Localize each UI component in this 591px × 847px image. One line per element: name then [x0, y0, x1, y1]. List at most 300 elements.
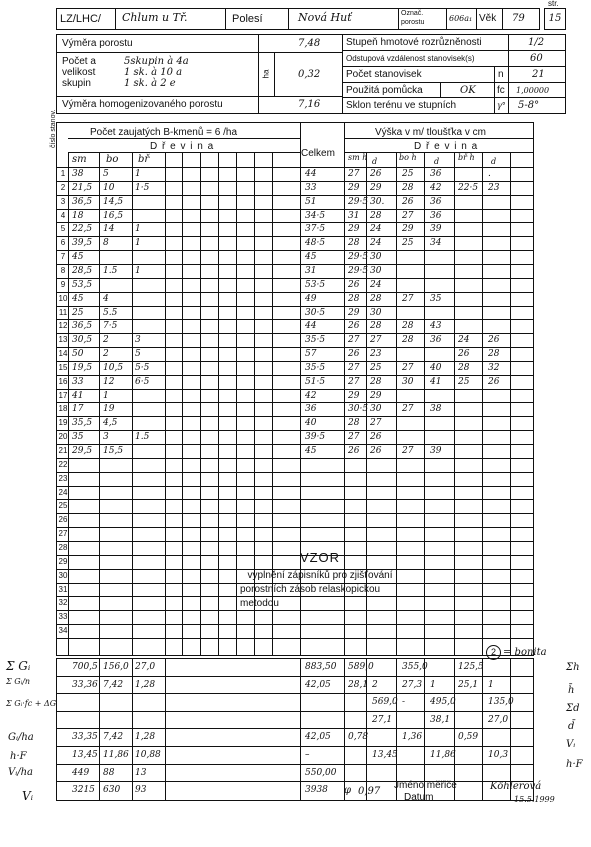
cell-sm: 35,5 — [72, 418, 93, 429]
cell-bo: 7·5 — [103, 321, 118, 332]
grid-row-line — [56, 541, 534, 542]
sum-label-1: Σ Gᵢ — [6, 659, 31, 673]
sum-celkem: 42,05 — [305, 732, 331, 743]
grid-row-line — [56, 319, 534, 320]
cell-sm: 19,5 — [72, 362, 93, 373]
sum-d-br: 27,0 — [488, 714, 509, 725]
cell-h-sm: 28 — [348, 293, 360, 304]
jmeno-value: Köhlerová — [490, 781, 542, 792]
cell-celkem: 30·5 — [305, 307, 326, 318]
sum-d-sm: 13,45 — [372, 749, 398, 760]
sum-h-br: 0,59 — [458, 732, 479, 743]
row-number: 27 — [58, 529, 68, 539]
right-label-4: d̄ — [568, 721, 575, 732]
cell-d-sm: 23 — [370, 349, 382, 359]
cell-bo: 8 — [103, 238, 109, 249]
cell-celkem: 39·5 — [305, 432, 326, 443]
row-number: 4 — [60, 210, 66, 220]
sum-d-br: 135,0 — [488, 697, 514, 708]
cell-sm: 45 — [72, 252, 84, 263]
vymera-value: 7,48 — [298, 38, 321, 49]
sum-sm: 3215 — [72, 785, 95, 796]
sum-h-sm: 28,1 — [348, 679, 369, 690]
cell-br: 1 — [135, 238, 141, 249]
cell-bo: 4 — [103, 293, 109, 304]
pomucka-num: 1,00000 — [516, 86, 550, 95]
cell-h-sm: 28 — [348, 238, 360, 249]
hd-sm-d: d — [372, 157, 378, 166]
sum-bo: 7,42 — [103, 679, 124, 690]
skupina-1: 5skupin à 4a — [124, 56, 189, 67]
cell-h-br: 25 — [458, 376, 470, 387]
cell-d-sm: 26 — [370, 432, 382, 443]
cell-celkem: 44 — [305, 169, 317, 179]
cell-sm: 41 — [72, 390, 84, 401]
lz-label: LZ/LHC/ — [60, 13, 101, 25]
row-number: 8 — [60, 265, 66, 275]
cell-d-bo: 36 — [430, 335, 442, 346]
cell-d-bo: 36 — [430, 196, 442, 207]
drevina-head-2: D ř e v i n a — [414, 141, 479, 152]
cell-celkem: 31 — [305, 265, 317, 276]
row-number: 18 — [58, 404, 68, 414]
cell-d-bo: 36 — [430, 169, 442, 179]
cell-d-sm: 30 — [370, 307, 382, 318]
cell-sm: 53,5 — [72, 279, 93, 290]
summary-row-line — [56, 728, 534, 729]
cell-h-bo: 27 — [402, 362, 414, 373]
jmeno-label: Jméno měřiče — [394, 780, 457, 791]
cell-br: 1 — [135, 265, 141, 276]
cell-sm: 45 — [72, 293, 84, 304]
summary-row-line — [56, 693, 534, 694]
cell-d-bo: 39 — [430, 446, 442, 456]
row-number: 3 — [60, 196, 66, 206]
cell-h-br: 26 — [458, 349, 470, 359]
cell-sm: 38 — [72, 169, 84, 179]
vzor-line-2: porostních zásob relaskopickou — [240, 584, 381, 595]
cell-sm: 36,5 — [72, 196, 93, 207]
cell-h-bo: 25 — [402, 238, 414, 249]
str-label: str. — [548, 0, 559, 8]
row-number: 32 — [58, 598, 68, 608]
grid-row-line — [56, 222, 534, 223]
grid-row-line — [56, 181, 534, 182]
grid-row-line — [56, 167, 534, 168]
cell-celkem: 51 — [305, 196, 317, 207]
sum-h-bo: - — [402, 697, 406, 708]
pocet-stan-label: Počet stanovisek — [346, 69, 422, 80]
sum-bo: 7,42 — [103, 732, 124, 743]
row-number: 16 — [58, 376, 68, 386]
ha-label: ha — [261, 69, 271, 79]
sum-label-7: Vᵢ — [22, 789, 34, 803]
cell-d-sm: 28 — [370, 293, 382, 304]
cell-d-bo: 36 — [430, 210, 442, 221]
grid-row-line — [56, 596, 534, 597]
cell-celkem: 48·5 — [305, 238, 326, 249]
cell-h-sm: 28 — [348, 418, 360, 429]
cell-h-sm: 31 — [348, 210, 360, 221]
grid-row-line — [56, 458, 534, 459]
grid-row-line — [68, 152, 300, 153]
cell-h-bo: 29 — [402, 224, 414, 235]
cell-d-bo: 38 — [430, 404, 442, 415]
cell-celkem: 49 — [305, 293, 317, 304]
datum-value: 15.5.1999 — [514, 795, 555, 804]
stupen-label: Stupeň hmotové rozrůzněnosti — [346, 37, 482, 48]
sum-celkem: 42,05 — [305, 679, 331, 690]
cell-bo: 16,5 — [103, 210, 124, 221]
pocet-label-1: Počet a — [62, 56, 96, 67]
pomucka-label: Použitá pomůcka — [346, 85, 423, 96]
hd-bo-h: bo h — [399, 153, 417, 162]
cell-h-bo: 28 — [402, 182, 414, 193]
cell-br: 1 — [135, 224, 141, 235]
cell-h-sm: 29 — [348, 224, 360, 235]
cell-d-bo: 40 — [430, 362, 442, 373]
sum-sm: 449 — [72, 767, 90, 778]
cell-d-sm: 30 — [370, 252, 382, 263]
cell-br: 5 — [135, 349, 141, 359]
sum-d-sm: 2 — [372, 679, 378, 690]
cell-h-br: 28 — [458, 362, 470, 373]
sum-br: 13 — [135, 767, 147, 778]
grid-row-line — [344, 138, 534, 139]
grid-row-line — [56, 236, 534, 237]
cell-bo: 19 — [103, 404, 115, 415]
row-number: 34 — [58, 626, 68, 635]
grid-col-line — [454, 152, 455, 656]
vzor-line-3: metodou — [240, 598, 279, 609]
cell-d-bo: 39 — [430, 224, 442, 235]
row-number: 26 — [58, 515, 68, 525]
grid-row-line — [68, 138, 300, 139]
row-number: 11 — [58, 307, 68, 317]
row-number: 17 — [58, 390, 68, 400]
cell-d-sm: 30. — [370, 196, 385, 207]
cell-celkem: 45 — [305, 252, 317, 263]
cell-celkem: 35·5 — [305, 362, 326, 373]
grid-row-line — [56, 389, 534, 390]
pocet-head: Počet zaujatých B-kmenů = 6 /ha — [90, 127, 238, 138]
vzor-line-1: vyplnění zápisníků pro zjišťování — [247, 570, 393, 581]
celkem-head: Celkem — [301, 148, 335, 159]
cell-h-bo: 27 — [402, 293, 414, 304]
cell-h-sm: 26 — [348, 279, 360, 290]
summary-row-line — [56, 711, 534, 712]
sum-h-bo: 355,0 — [402, 661, 428, 672]
oznac-label-1: Označ. — [401, 10, 424, 17]
cell-sm: 25 — [72, 307, 84, 318]
cell-h-sm: 27 — [348, 169, 360, 179]
hd-br-d: d — [491, 157, 497, 166]
grid-row-line — [56, 610, 534, 611]
cell-d-sm: 27 — [370, 418, 382, 429]
sum-h-bo: 1,36 — [402, 732, 423, 743]
cell-d-br: 26 — [488, 376, 500, 387]
cell-celkem: 35·5 — [305, 335, 326, 346]
cislo-stan: číslo stanov. — [50, 109, 57, 148]
grid-row-line — [56, 264, 534, 265]
grid-row-line — [56, 347, 534, 348]
summary-row-line — [56, 746, 534, 747]
polesi-label: Polesí — [232, 13, 263, 25]
cell-sm: 35 — [72, 432, 84, 443]
cell-br: 1.5 — [135, 432, 150, 443]
cell-br: 6·5 — [135, 376, 150, 387]
vymera-label: Výměra porostu — [62, 38, 133, 49]
grid-col-line — [236, 152, 237, 656]
grid-col-line — [200, 152, 201, 656]
grid-col-line — [482, 152, 483, 656]
grid-row-line — [56, 624, 534, 625]
cell-sm: 36,5 — [72, 321, 93, 332]
cell-celkem: 40 — [305, 418, 317, 429]
pomucka-value: OK — [460, 85, 476, 96]
skupina-2: 1 sk. à 10 a — [124, 67, 183, 78]
sum-label-2: Σ Gᵢ/n — [6, 677, 31, 686]
pocet-label-3: skupin — [62, 78, 91, 89]
cell-h-br: 22·5 — [458, 182, 479, 193]
sum-sm: 33,36 — [72, 679, 98, 690]
cell-h-sm: 27 — [348, 335, 360, 346]
cell-d-sm: 29 — [370, 182, 382, 193]
row-number: 14 — [58, 349, 68, 358]
sum-label-4: Gᵢ/ha — [8, 732, 34, 743]
grid-col-line — [68, 152, 69, 656]
grid-row-line — [56, 430, 534, 431]
row-number: 19 — [58, 418, 68, 428]
row-number: 12 — [58, 321, 68, 331]
cell-h-sm: 29 — [348, 182, 360, 193]
pocet-label-2: velikost — [62, 67, 96, 78]
stupen-value: 1/2 — [528, 37, 545, 48]
phi-sym: φ — [344, 785, 352, 796]
cell-celkem: 34·5 — [305, 210, 326, 221]
sum-h-sm: 0,78 — [348, 732, 369, 743]
cell-d-br: 26 — [488, 335, 500, 346]
row-number: 22 — [58, 459, 68, 469]
row-number: 29 — [58, 556, 68, 566]
row-number: 6 — [60, 238, 66, 248]
right-label-3: Σd — [566, 703, 580, 714]
cell-sm: 18 — [72, 210, 84, 221]
sum-br: 1,28 — [135, 732, 156, 743]
cell-br: 3 — [135, 335, 141, 346]
row-number: 7 — [60, 252, 66, 262]
cell-d-bo: 34 — [430, 238, 442, 249]
grid-col-line — [424, 152, 425, 656]
cell-h-bo: 27 — [402, 210, 414, 221]
sum-sm: 700,5 — [72, 661, 98, 672]
grid-col-line — [254, 152, 255, 656]
cell-br: 1·5 — [135, 182, 150, 193]
grid-row-line — [56, 527, 534, 528]
grid-col-line — [99, 152, 100, 656]
cell-celkem: 33 — [305, 182, 317, 193]
cell-br: 1 — [135, 169, 141, 179]
grid-col-line — [510, 152, 511, 656]
cell-bo: 15,5 — [103, 446, 124, 456]
sum-sm: 13,45 — [72, 749, 98, 760]
grid-row-line — [56, 402, 534, 403]
cell-h-bo: 27 — [402, 446, 414, 456]
cell-d-sm: 26 — [370, 446, 382, 456]
cell-d-sm: 28 — [370, 210, 382, 221]
sklon-label: Sklon terénu ve stupních — [346, 100, 457, 111]
cell-h-bo: 27 — [402, 404, 414, 415]
cell-celkem: 57 — [305, 349, 317, 359]
pomucka-sym: fc — [497, 85, 505, 96]
cell-sm: 28,5 — [72, 265, 93, 276]
cell-bo: 5 — [103, 169, 109, 179]
cell-d-br: . — [488, 169, 491, 179]
cell-h-sm: 29 — [348, 307, 360, 318]
cell-sm: 29,5 — [72, 446, 93, 456]
homogen-label: Výměra homogenizovaného porostu — [62, 99, 223, 110]
cell-sm: 39,5 — [72, 238, 93, 249]
vek-label: Věk — [479, 13, 497, 24]
cell-h-sm: 29·5 — [348, 265, 369, 276]
cell-celkem: 45 — [305, 446, 317, 456]
cell-d-sm: 30 — [370, 404, 382, 415]
grid-row-line — [56, 361, 534, 362]
sum-celkem: 883,50 — [305, 661, 337, 672]
oznac-label-2: porostu — [401, 19, 425, 26]
sum-label-5: h·F — [10, 751, 27, 762]
cell-h-sm: 26 — [348, 446, 360, 456]
right-label-1: Σh — [566, 662, 580, 673]
drevina-head: D ř e v i n a — [150, 141, 215, 152]
cell-d-sm: 24 — [370, 279, 382, 290]
cell-d-sm: 27 — [370, 335, 382, 346]
sum-d-bo: 11,86 — [430, 749, 456, 760]
cell-h-bo: 26 — [402, 196, 414, 207]
sum-sm: 33,35 — [72, 732, 98, 743]
sum-label-3: Σ Gᵢ·fc + ΔG — [6, 699, 57, 708]
cell-d-sm: 28 — [370, 376, 382, 387]
cell-h-sm: 26 — [348, 321, 360, 332]
cell-h-bo: 25 — [402, 169, 414, 179]
cell-sm: 17 — [72, 404, 84, 415]
row-number: 21 — [58, 446, 68, 455]
cell-h-sm: 26 — [348, 349, 360, 359]
odstup-value: 60 — [530, 53, 543, 64]
sum-d-br: 1 — [488, 679, 494, 690]
cell-bo: 2 — [103, 349, 109, 359]
row-number: 9 — [60, 279, 66, 289]
cell-bo: 3 — [103, 432, 109, 443]
grid-row-line — [56, 499, 534, 500]
sum-celkem: 550,00 — [305, 767, 337, 778]
grid-row-line — [344, 152, 534, 153]
right-label-6: h·F — [566, 759, 583, 770]
grid-row-line — [56, 333, 534, 334]
grid-row-line — [56, 638, 534, 639]
row-number: 23 — [58, 473, 68, 483]
sum-br: 27,0 — [135, 661, 156, 672]
cell-d-sm: 30 — [370, 265, 382, 276]
grid-row-line — [56, 195, 534, 196]
grid-row-line — [56, 209, 534, 210]
summary-row-line — [56, 764, 534, 765]
grid-row-line — [56, 472, 534, 473]
cell-celkem: 37·5 — [305, 224, 326, 235]
cell-h-sm: 29·5 — [348, 252, 369, 263]
grid-row-line — [56, 416, 534, 417]
polesi-value: Nová Huť — [298, 11, 352, 24]
sum-d-bo: 1 — [430, 679, 436, 690]
cell-d-br: 28 — [488, 349, 500, 359]
cell-d-bo: 41 — [430, 376, 442, 387]
row-number: 28 — [58, 543, 68, 552]
sum-celkem: – — [305, 749, 310, 760]
cell-d-bo: 35 — [430, 293, 442, 304]
grid-row-line — [56, 375, 534, 376]
sum-h-br: 125,5 — [458, 661, 484, 672]
lz-value: Chlum u Tř. — [122, 11, 188, 24]
cell-h-sm: 27 — [348, 376, 360, 387]
hd-sm-h: sm h — [348, 153, 368, 162]
row-number: 33 — [58, 612, 68, 622]
grid-row-line — [56, 250, 534, 251]
grid-row-line — [56, 444, 534, 445]
sum-celkem: 3938 — [305, 785, 328, 796]
sum-d-bo: 38,1 — [430, 714, 451, 725]
cell-d-sm: 24 — [370, 238, 382, 249]
oznac-value: 606a₁ — [449, 14, 473, 23]
sum-br: 1,28 — [135, 679, 156, 690]
grid-col-line — [132, 152, 133, 656]
odstup-label: Odstupová vzdálenost stanovisek(s) — [346, 54, 475, 63]
cell-bo: 1 — [103, 390, 109, 401]
cell-d-br: 32 — [488, 362, 500, 373]
grid-row-line — [56, 583, 534, 584]
cell-h-sm: 27 — [348, 432, 360, 443]
skupina-3: 1 sk. à 2 e — [124, 78, 176, 89]
sum-label-6: Vᵢ/ha — [8, 767, 34, 778]
cell-h-bo: 28 — [402, 321, 414, 332]
sum-d-bo: 495,0 — [430, 697, 456, 708]
row-number: 30 — [58, 570, 68, 580]
row-number: 2 — [60, 182, 66, 192]
cell-h-sm: 29 — [348, 390, 360, 401]
cell-bo: 4,5 — [103, 418, 118, 429]
cell-sm: 33 — [72, 376, 84, 387]
cell-bo: 1.5 — [103, 265, 118, 276]
row-number: 15 — [58, 362, 68, 372]
cell-bo: 14,5 — [103, 196, 124, 207]
grid-col-line — [165, 152, 166, 656]
col-bo: bo — [106, 154, 119, 165]
cell-h-sm: 29·5 — [348, 196, 369, 207]
grid-row-line — [56, 486, 534, 487]
cell-d-sm: 28 — [370, 321, 382, 332]
phi-value: 0,97 — [358, 786, 381, 797]
hd-br-h: bř h — [458, 153, 475, 162]
cell-d-bo: 43 — [430, 321, 442, 332]
cell-d-sm: 29 — [370, 390, 382, 401]
hd-bo-d: d — [434, 157, 440, 166]
grid-row-line — [56, 513, 534, 514]
cell-h-sm: 30·5 — [348, 404, 369, 415]
cell-d-bo: 42 — [430, 182, 442, 193]
sklon-sym: γ° — [497, 101, 506, 110]
grid-row-line — [56, 555, 534, 556]
sum-h-bo: 27,3 — [402, 679, 423, 690]
grid-row-line — [56, 292, 534, 293]
